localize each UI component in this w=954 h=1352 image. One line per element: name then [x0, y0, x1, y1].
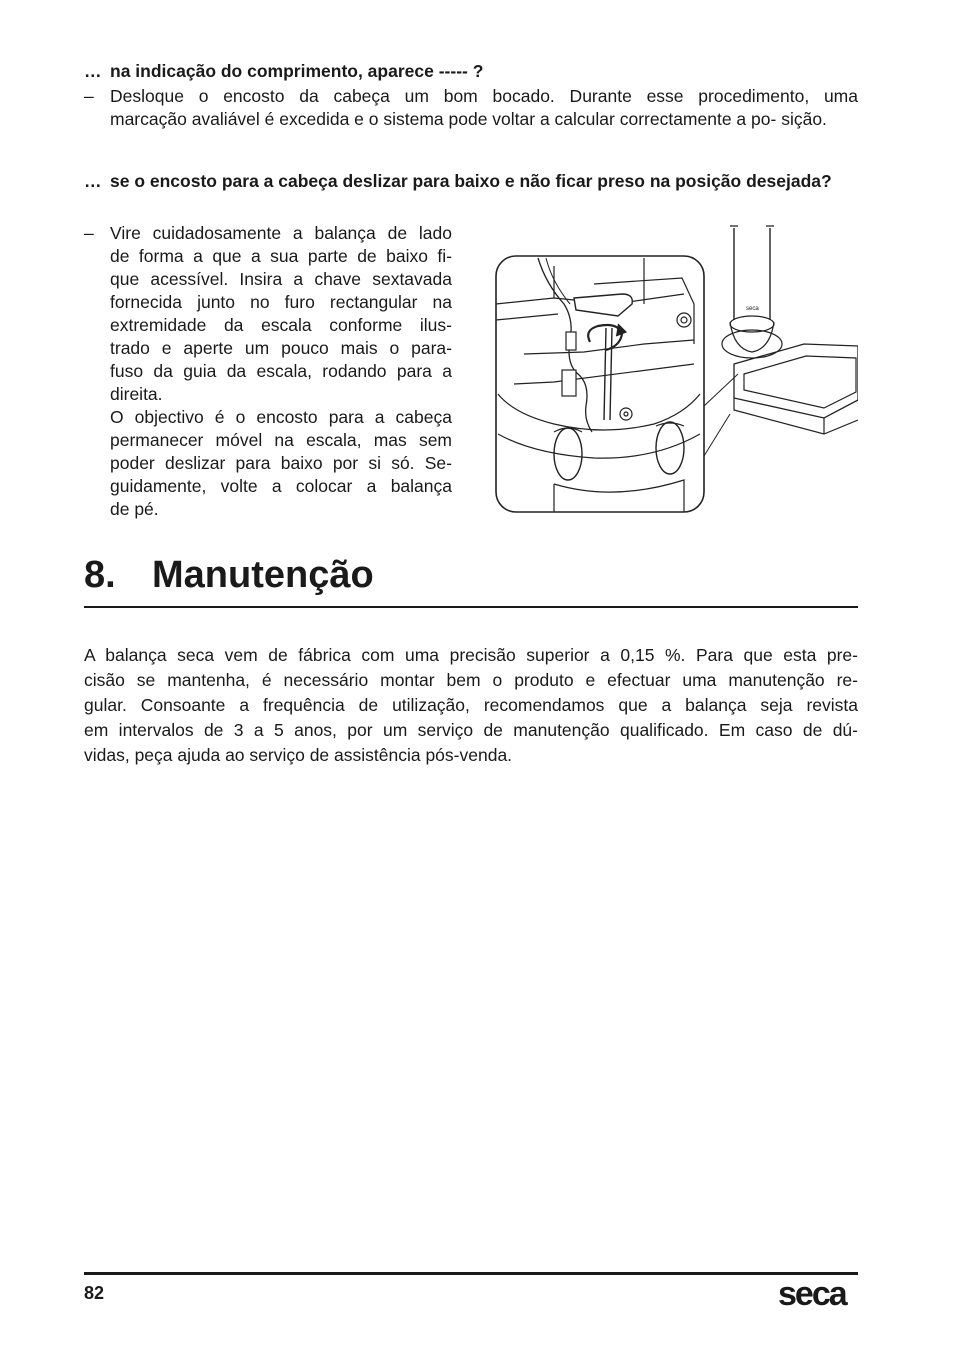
- ellipsis-marker: …: [84, 61, 102, 81]
- paragraph-line: A balança seca vem de fábrica com uma precisão superior a 0,15 %. Para que esta pre-: [84, 645, 858, 665]
- answer-line: permanecer móvel na escala, mas sem: [110, 430, 452, 450]
- answer-text: [84, 85, 858, 131]
- question-text: se o encosto para a cabeça deslizar para baixo e não ficar preso na posição desejada?: [110, 171, 832, 191]
- answer-line: poder deslizar para baixo por si só. Se-: [110, 453, 452, 473]
- page-number: 82: [84, 1283, 105, 1303]
- paragraph-line: cisão se mantenha, é necessário montar bem o produto e efectuar uma manutenção re-: [84, 670, 858, 690]
- answer-paragraph: [110, 222, 452, 406]
- paragraph-line: em intervalos de 3 a 5 anos, por um serviço de manutenção qualificado. Em caso de dú-: [84, 720, 858, 740]
- answer-line: guidamente, volte a colocar a balança: [110, 476, 452, 496]
- answer-line: de pé.: [110, 499, 159, 519]
- paragraph-line: vidas, peça ajuda ao serviço de assistência pós-venda.: [84, 745, 513, 765]
- answer-line: extremidade da escala conforme ilus-: [110, 315, 452, 335]
- brand-logo: seca: [778, 1275, 846, 1313]
- answer-line: sição.: [781, 109, 827, 129]
- answer-item-2: [84, 222, 452, 521]
- section-number: 8.: [84, 554, 116, 596]
- answer-line: que acessível. Insira a chave sextavada: [110, 269, 452, 289]
- bullet-dash: –: [84, 223, 94, 243]
- answer-line: trado e aperte um pouco mais o para-: [110, 338, 452, 358]
- question-heading-2: [84, 170, 858, 193]
- answer-line: O objectivo é o encosto para a cabeça: [110, 407, 452, 427]
- answer-text: [84, 222, 452, 521]
- ellipsis-marker: …: [84, 171, 102, 191]
- paragraph-line: gular. Consoante a frequência de utilização, recomendamos que a balança seja revista: [84, 695, 858, 715]
- answer-line: de forma a que a sua parte de baixo fi-: [110, 246, 452, 266]
- answer-paragraph: [110, 406, 452, 521]
- question-text: na indicação do comprimento, aparece ‑‑‑‑‑ ?: [110, 61, 484, 81]
- bullet-dash: –: [84, 86, 94, 106]
- section-heading: [84, 550, 858, 608]
- answer-line: fornecida junto no furo rectangular na: [110, 292, 452, 312]
- footer-rule: [84, 1272, 858, 1275]
- answer-line: Desloque o encosto da cabeça um bom bocado. Durante esse procedimento, uma: [110, 86, 858, 106]
- answer-line: Vire cuidadosamente a balança de lado: [110, 223, 452, 243]
- answer-line: direita.: [110, 384, 163, 404]
- scale-underside-illustration: [494, 224, 858, 514]
- answer-line: fuso da guia da escala, rodando para a: [110, 361, 452, 381]
- maintenance-paragraph: [84, 643, 858, 768]
- column-label: seca: [746, 306, 759, 312]
- section-title: Manutenção: [152, 554, 374, 596]
- answer-item-1: [84, 85, 858, 131]
- question-heading-1: [84, 60, 864, 83]
- answer-line: marcação avaliável é excedida e o sistema pode voltar a calcular correctamente a po-: [110, 109, 777, 129]
